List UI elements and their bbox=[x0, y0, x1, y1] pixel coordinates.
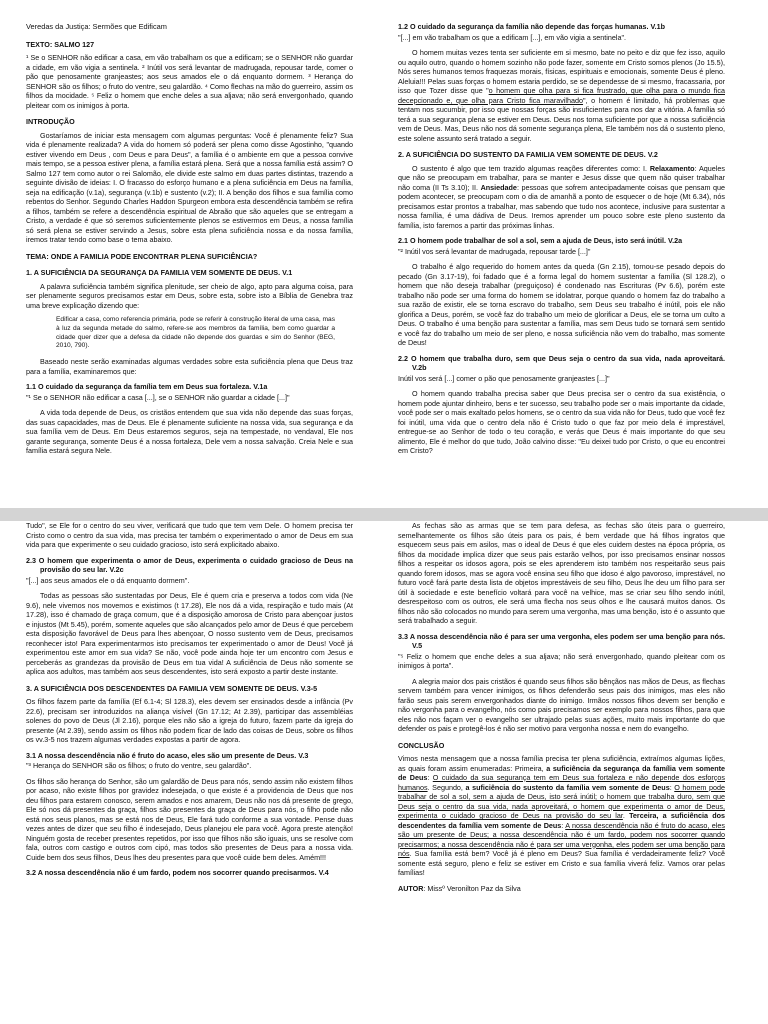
section-3-1-title: 3.1 A nossa descendência não é fruto do acaso, eles são um presente de Deus. V.3 bbox=[26, 750, 309, 760]
conclusion-title: CONCLUSÃO bbox=[398, 740, 445, 750]
section-2-1-paragraph: O trabalho é algo requerido do homem antes da queda (Gn 2.15), tornou-se pesado depois do pecado (Gn 3.17-19), foi fadado que é a forma legal do homem sustentar a família (Sl 128.2), o homem que não deseja trabalhar (preguiçoso) é condenado nas Escrituras (Pv 6.6), porém este trabalho não pode ser uma forma do homem se idolatrar, porque quando o homem faz do trabalho a sua razão de existir, ele se torna escravo do trabalho, sem Deus seu trabalho é inútil, pois ele não glorifica a Deus, porém, se você faz do trabalho um meio de glorificar a Deus, ele se torna um culto a Deus. O trabalho é uma benção para sustentar a família, mas sem Deus tudo se tornará sem sentido e você faz do trabalho um meio de ser pleno, e nossa suficiência não vem do trabalho, mas somente de Deus! bbox=[398, 262, 725, 347]
document-page-1 bbox=[0, 8, 768, 508]
page2-right-column bbox=[398, 521, 725, 899]
section-1-title: 1. A SUFICIÊNCIA DA SEGURANÇA DA FAMILIA VEM SOMENTE DE DEUS. V.1 bbox=[26, 268, 293, 278]
section-2-3-paragraph: Todas as pessoas são sustentadas por Deus, Ele é quem cria e preserva a todos com vida (Ne 9.6), nele vivemos nos movemos e existimos (t 17.28), Ele nos dá a vida, respiração e tudo mais (At 17.28), isso é chamado de graça comum, que é a disposição amorosa de Cristo para abençoar justos e injustos (Mt 5.45), porém, somente aqueles que são alcançados pelo amor de Deus é que percebem esta disposição favorável de Deus para lhes abençoar, O nosso sustento vem de Deus, precisamos reconhecer isto! Para experimentarmos isto precisamos ter experimentado o amor de Deus! Você já experimentou este amor em sua vida? Se não, você pode ainda hoje ter um encontro com Jesus e perceberás as grandezas da provisão de Deus em tua vida! A suficiência de Deus não somente se aplica aos adultos, mas também aos seus descendentes, isto será exposto a partir deste instante. bbox=[26, 591, 353, 676]
section-2-2-verse: Inútil vos será [...] comer o pão que penosamente granjeastes [...]" bbox=[398, 373, 610, 383]
page-separator bbox=[0, 508, 768, 521]
continued-paragraph: Tudo", se Ele for o centro do seu viver, verificará que tudo que tem vem Dele. O homem precisa ter Cristo como o centro da sua vida, mas precisa ter também o experimentado o amor de Deus em sua vida para que experimente o seu cuidado gracioso, isto será explicitado abaixo. bbox=[26, 521, 353, 549]
section-3-2-title: 3.2 A nossa descendência não é um fardo, podem nos socorrer quando precisarmos. V.4 bbox=[26, 868, 329, 877]
conclusion-paragraph: Vimos nesta mensagem que a nossa família precisa ter plena suficiência, extraímos algumas lições, as quais foram assim enumeradas: Primeira, a suficiência da segurança da família vem somente de Deus: O cuidado da sua segurança tem em Deus sua fortaleza e não depende dos esforços humanos. Segundo, a suficiência do sustento da família vem somente de Deus: O homem pode trabalhar de sol a sol, sem a ajuda de Deus, isto será inútil; o homem que trabalha duro, sem que Deus seja o centro da sua vida, nada aproveitará, o homem que experimenta o amor de Deus, experimenta o cuidado gracioso de Deus na provisão do seu lar. Terceira, a suficiência dos descendentes da família vem somente de Deus: A nossa descendência não é fruto do acaso, eles são um presente de Deus; a nossa descendência não é um fardo, podem nos socorrer quando precisarmos; a nossa descendência não é para ser uma vergonha, eles podem ser uma benção para nós. Sua família está bem? Você já é pleno em Deus? Sua família é verdadeiramente feliz? Você somente está seguro, pleno e feliz se estiver em Cristo e sua família viverá feliz. Vamos orar pelas famílias! bbox=[398, 754, 725, 877]
section-1-2-verse: "[...] em vão trabalham os que a edificam [...], em vão vigia a sentinela". bbox=[398, 32, 627, 42]
section-2-2-paragraph: O homem quando trabalha precisa saber que Deus precisa ser o centro da sua existência, o homem pode ajuntar dinheiro, bens e ter sucesso, seu trabalho pode ser o mais importante da cidade, você pode ser o mais exaltado pelos homens, se o centro da sua vida não for Deus, tudo que você fez foi inútil, uma vida que o centro dela não é Cristo tudo o que faz por meio dela é imprestável, entregue-se ao Senhor de todo o teu coração, e verás que Deus é mais importante do que seu alimento, Ele é melhor do que tudo, João calvino disse: "Eu deixei tudo por Cristo, o que eu encontrei em Cristo? bbox=[398, 389, 725, 455]
section-1-paragraph: A palavra suficiência também significa plenitude, ser cheio de algo, apto para alguma coisa, para ser plenamente seguros precisamos estar em Deus, sobre esta, sobre isto a Bíblia de Genebra traz uma breve explicação dizendo que: bbox=[26, 281, 353, 310]
page-header: Veredas da Justiça: Sermões que Edificam bbox=[26, 22, 167, 31]
section-2-paragraph: O sustento é algo que tem trazido algumas reações diferentes como: I. Relaxamento: Aqueles que não se preocupam em trabalhar, para se manter e Jesus disse que quem não quiser trabalhar não coma (II Ts 3.10); II. Ansiedade: pessoas que sofrem antecipadamente coisas que pensam que podem acontecer, se preocupam com o dia de amanhã a ponto de esquecer o de hoje (Mt 6.34), nós precisamos estar prontos a trabalhar, mas sabendo que tudo nos acontece, inclusive para sustentar a nossa família, é uma dádiva de Deus. Iremos aprender um pouco sobre este pleno sustento da família, isto faremos a partir das próximas linhas. bbox=[398, 163, 725, 230]
section-3-title: 3. A SUFICIÊNCIA DOS DESCENDENTES DA FAMILIA VEM SOMENTE DE DEUS. V.3-5 bbox=[26, 683, 318, 693]
section-3-paragraph: Os filhos fazem parte da família (Ef 6.1-4; Sl 128.3), eles devem ser ensinados desde a infância (Pv 22.6), precisam ser introduzidos na aliança visível (Gn 17.12; At 2.39), participar das assembléias solenes do povo de Deus (Jl 2.16), porque eles não são a igreja do futuro, fazem parte da igreja do presente (At 2.39), sendo assim os filhos não podem ficar de lado das coisas de Deus, sobre os filhos os vv.3-5 nos trazem algumas verdades expostas a partir de agora. bbox=[26, 697, 353, 744]
section-1-1-paragraph: A vida toda depende de Deus, os cristãos entendem que sua vida não depende das suas forças, das suas capacidades, mas de Deus. Ele é plenamente suficiente na nossa vida, sua segurança e da sua família vem de Deus. Em Deus estaremos seguros, seja na tempestade, no vendaval, Ele nos garante segurança, somente Deus é a nossa fortaleza, Dele vem a nossa salvação. Creia Nele e sua família estará segura Nele. bbox=[26, 408, 353, 456]
section-3-3-paragraph: A alegria maior dos pais cristãos é quando seus filhos são bênçãos nas mãos de Deus, as flechas servem também para vencer inimigos, os filhos defenderão seus pais dos inimigos, mas eles não farão seus pais serem envergonhados diante do inimigo. Irmãos nossos filhos devem ser benção e não vergonha para o evangelho, nós como pais precisamos ser exemplo para nossos filhos, para que eles não nos façam ver o evangelho ser ultrajado pelas suas ações, muito mais importante do que defender os pais e protegê-los é não ser motivo para vergonha nossa e nem do evangelho. bbox=[398, 676, 725, 733]
section-2-1-title: 2.1 O homem pode trabalhar de sol a sol, sem a ajuda de Deus, isto será inútil. V.2a bbox=[398, 236, 683, 245]
section-3-1-verse: "³ Herança do SENHOR são os filhos; o fruto do ventre, seu galardão". bbox=[26, 761, 252, 770]
section-1-1-verse: "¹ Se o SENHOR não edificar a casa [...], se o SENHOR não guardar a cidade [...]" bbox=[26, 392, 290, 402]
tozer-quote: o homem que olha para si fica frustrado, que olha para o mundo fica decepcionado e, que olha para Cristo fica maravilhado bbox=[398, 86, 725, 105]
theme-title: TEMA: ONDE A FAMILIA PODE ENCONTRAR PLENA SUFICIÊNCIA? bbox=[26, 251, 258, 261]
section-2-2-title: 2.2 O homem que trabalha duro, sem que Deus seja o centro da sua vida, nada aproveitará. V.2b bbox=[398, 353, 725, 372]
page2-left-column bbox=[26, 521, 353, 879]
section-3-1-paragraph: Os filhos são herança do Senhor, são um galardão de Deus para nós, sendo assim não existem filhos por acaso, não existe filhos por gravidez indesejada, o que existe é a providencia de Deus que nos deu filhos para estarem conosco, serem amados e nos amarem, Deus não nos dá presente de grego, Ele só nos dá presentes da graça, filhos são presentes da graça de Deus para nós, o filho pode não está nos seus planos, mas se está nos de Deus, Ele fará tudo conforme a sua vontade. Pense duas vezes antes de dizer que seu filho é indesejado, Deus planejou ele para você. Agora preste atenção! Ninguém gosta de receber presentes repetidos, por isso que filhos não são iguais, uns se resolve com fala, outros com castigo e outros com cipó, mas todos são presentes de Deus para a nossa vida. Cuide bem dos seus filhos, Deus lhes deu presentes para que você cuide bem deles. Amém!!! bbox=[26, 776, 353, 862]
document-page-2 bbox=[0, 521, 768, 1021]
block-quote: Edificar a casa, como referencia primária, pode se referir à construção literal de uma casa, mas à luz da segunda metade do salmo, refere-se aos membros da família, bem como guardar a cidade quer dizer que a defesa da cidade não depende dos guardas e sim do Senhor (BEG, 2010, 790). bbox=[56, 316, 335, 350]
text-title: TEXTO: SALMO 127 bbox=[26, 39, 95, 49]
page1-left-column bbox=[26, 22, 353, 462]
section-1-2-title: 1.2 O cuidado da segurança da família não depende das forças humanas. V.1b bbox=[398, 22, 665, 31]
section-3-3-verse: "⁵ Feliz o homem que enche deles a sua aljava; não será envergonhado, quando pleitear com os inimigos à porta". bbox=[398, 651, 725, 670]
section-2-3-verse: "[...] aos seus amados ele o dá enquanto dormem". bbox=[26, 575, 190, 585]
psalm-text: ¹ Se o SENHOR não edificar a casa, em vão trabalham os que a edificam; se o SENHOR não guardar a cidade, em vão vigia a sentinela. ² Inútil vos será levantar de madrugada, repousar tarde, comer o pão que penosamente granjeastes; aos seus amados ele o dá enquanto dormem. ³ Herança do SENHOR são os filhos; o fruto do ventre, seu galardão. ⁴ Como flechas na mão do guerreiro, assim os filhos da mocidade. ⁵ Feliz o homem que enche deles a sua aljava; não será envergonhado, quando pleitear com os inimigos à porta. bbox=[26, 53, 353, 110]
section-1-2-paragraph: O homem muitas vezes tenta ser suficiente em si mesmo, bate no peito e diz que fez isso, aquilo ou aquilo outro, quando o homem sozinho não pode fazer, somente em Cristo somos plenos (Jo 15.5), Nós seres humanos temos fraquezas morais, físicas, espirituais e emocionais, somente Deus é pleno. Aleluia!!! Pelas suas forças o homem estaria perdido, se se dependesse de si mesmo, fracassaria, por isso que Tozer disse que "o homem que olha para si fica frustrado, que olha para o mundo fica decepcionado e, que olha para Cristo fica maravilhado", o homem é limitado, há problemas que tentam nos sucumbir, por isso que nossas forças são insuficientes para nos dar a vitória. A família só terá a sua segurança plena se estiver em Deus. Deus nos torna suficiente por que a nossa suficiência vem de Deus. Mas, Deus não nos dá somente segurança plena, Ele também nos dá o sustento pleno, este solene assunto será tratado a seguir. bbox=[398, 48, 726, 143]
section-3-3-title: 3.3 A nossa descendência não é para ser uma vergonha, eles podem ser uma benção para nós. V.5 bbox=[398, 631, 725, 650]
section-2-title: 2. A SUFICIÊNCIA DO SUSTENTO DA FAMILIA VEM SOMENTE DE DEUS. V.2 bbox=[398, 150, 658, 159]
introduction-paragraph: Gostaríamos de iniciar esta mensagem com algumas perguntas: Você é plenamente feliz? Sua vida é plenamente realizada? A vida do homem só poderá ser plena como disse Agostinho, "quando estiver vivendo em Deus , com Deus e para Deus", a família é o ambiente em que a pessoa convive mais tempo, se a pessoa estiver plena, a família estará plena. Será que a nossa família está assim? O Salmo 127 tem como autor o rei Salomão, ele divide este salmo em duas partes distintas, trazendo a seguinte divisão de ideias: I. O fracasso do esforço humano e a plena suficiência em Deus na família, seja na edificação (v.1a), segurança (v.1b) e sustento (v.2); II. A benção dos filhos e sua família como rebentos do Senhor. Segundo Charles Haddon Spurgeon embora esta descendência também se refira a filhos, também se refere a descendência espiritual de Abraão que são aqueles que se entregam a Cristo, a verdade é que só seremos suficientemente plenos se estivermos em Deus, a nossa família só será plena se estiver servindo a Jesus, sobre esta plena suficiência nossa e da nossa família, iremos tratar tendo como base o tema abaixo. bbox=[26, 130, 353, 245]
section-3-2-paragraph: As fechas são as armas que se tem para defesa, as fechas são úteis para o guerreiro, semelhantemente os filhos são úteis para os pais, é bem verdade que há filhos ingratos que esquecem seus pais em asilos, mas o ideal de Deus é que eles cuidem destes na época própria, os filhos da mocidade implica dizer que seus pais estarão velhos, por isso precisamos ensinar nossos filhos a respeitar os idosos agora, pois se eles aprenderem isto também nos respeitarão seus pais quando forem idosos, mas se agora você ensina seu filho que idoso é algo pavoroso, imprestável, no futuro você fará parte desta lista de objetos imprestáveis de seu filho, Deus lhe deu um filho para ser útil à sociedade e este benefício voltará para você na velhice, mas se criar seu filho sendo inútil, desrespeitoso com os outros, ele será uma flecha nos seus olhos e lhe causará muitos danos. Os filhos não são colocados no mundo para serem uma vergonha, mas uma benção, isto é o assunto que será trabalhado a seguir. bbox=[398, 521, 725, 625]
section-2-3-title: 2.3 O homem que experimenta o amor de Deus, experimenta o cuidado gracioso de Deus na provisão do seu lar. V.2c bbox=[26, 555, 353, 574]
author-line: AUTOR: Missº Veronilton Paz da Silva bbox=[398, 883, 521, 893]
section-1-1-title: 1.1 O cuidado da segurança da família tem em Deus sua fortaleza. V.1a bbox=[26, 382, 268, 392]
page1-right-column bbox=[398, 22, 725, 462]
section-1-paragraph-2: Baseado neste serão examinadas algumas verdades sobre esta suficiência plena que Deus traz para a família, examinaremos que: bbox=[26, 357, 353, 376]
introduction-title: INTRODUÇÃO bbox=[26, 117, 75, 127]
section-2-1-verse: "² Inútil vos será levantar de madrugada, repousar tarde [...]" bbox=[398, 246, 591, 256]
